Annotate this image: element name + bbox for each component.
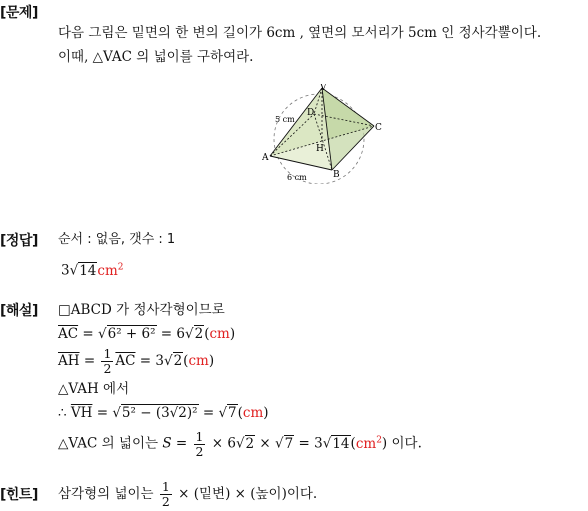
answer-label: [정답] [0,233,38,249]
explanation-line-6: △VAC 의 넓이는 S = $\frac{1}{2}$ × $6√2 \times √7 = 3√14(cm^2)$ 이다. [58,428,422,459]
fraction-half: $\frac{1}{2}$ [103,346,112,376]
answer-meta: 순서 : 없음, 갯수 : 1 [58,232,176,247]
problem-label: [문제] [0,5,38,21]
fraction-half-2: $\frac{1}{2}$ [195,428,204,459]
hint-label: [힌트] [0,487,38,503]
label-edge-length: 5 cm [275,115,295,124]
label-v: V [320,84,327,93]
explanation-line-2: $\overline{AC} = √6^2 + 6^2 = 6√2(cm)$ [58,326,236,342]
answer-unit: $cm^2$ [97,262,124,279]
explanation-line-5: ∴ $\overline{VH} = √5^2 - (3√2)^2 = √7(cm)$ [58,405,269,421]
explanation-line-3: $\overline{AH}$ = $\frac{1}{2}$ $\overline{AC} = 3√2(cm)$ [58,346,215,376]
label-base-length: 6 cm [287,173,307,182]
answer-value: $3√14cm^2$ [61,262,124,279]
problem-line-1: 다음 그림은 밑면의 한 변의 길이가 6cm , 옆면의 모서리가 5cm 인 정사각뿔이다. [58,25,542,41]
explanation-label: [해설] [0,303,38,319]
problem-line-2: 이때, △VAC 의 넓이를 구하여라. [58,49,254,65]
label-h: H [316,144,324,154]
fraction-half-3: $\frac{1}{2}$ [161,479,170,509]
hint-text: 삼각형의 넓이는 $\frac{1}{2}$ × (밑변) × (높이)이다. [58,479,318,509]
label-d: D [307,108,315,118]
pyramid-figure [262,84,392,184]
answer-coef: 3 [61,262,70,279]
label-c: C [375,123,382,133]
label-a: A [262,153,269,163]
explanation-line-4: △VAH 에서 [58,381,130,397]
explanation-line-1: □ABCD 가 정사각형이므로 [58,302,225,318]
label-b: B [333,170,340,180]
answer-radicand: 14 [79,262,97,279]
